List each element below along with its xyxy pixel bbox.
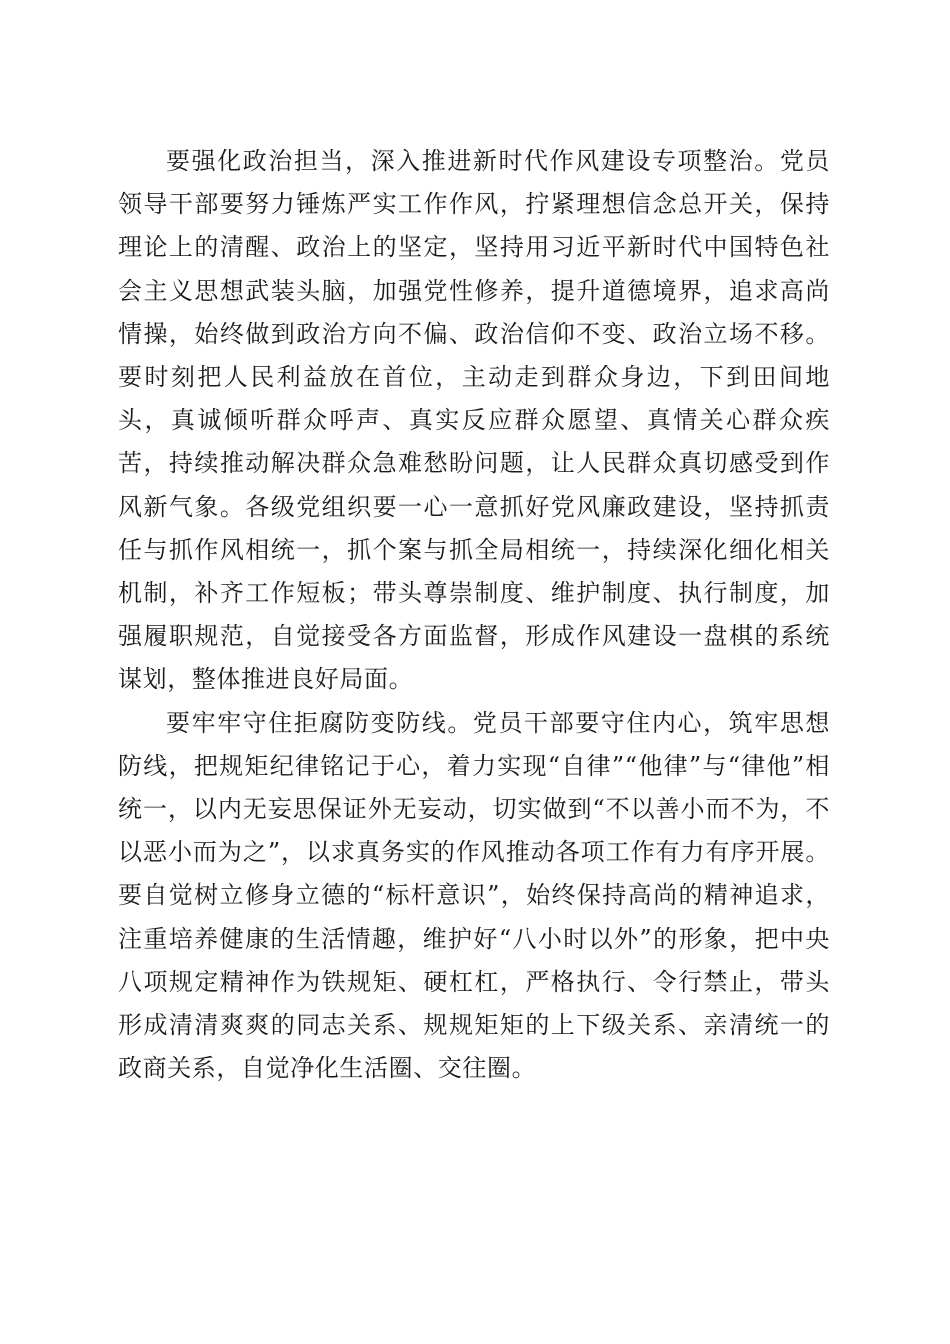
paragraph-anti-corruption: 要牢牢守住拒腐防变防线。党员干部要守住内心，筑牢思想防线，把规矩纪律铭记于心，着力实现“自律”“他律”与“律他”相统一，以内无妄思保证外无妄动，切实做到“不以善小而不为，不以恶小而为之”，以求真务实的作风推动各项工作有力有序开展。要自觉树立修身立德的“标杆意识”，始终保持高尚的精神追求，注重培养健康的生活情趣，维护好“八小时以外”的形象，把中央八项规定精神作为铁规矩、硬杠杠，严格执行、令行禁止，带头形成清清爽爽的同志关系、规规矩矩的上下级关系、亲清统一的政商关系，自觉净化生活圈、交往圈。 — [118, 708, 830, 1083]
document-body — [118, 140, 830, 1090]
paragraph-style-improvement: 要强化政治担当，深入推进新时代作风建设专项整治。党员领导干部要努力锤炼严实工作作风，拧紧理想信念总开关，保持理论上的清醒、政治上的坚定，坚持用习近平新时代中国特色社会主义思想武装头脑，加强党性修养，提升道德境界，追求高尚情操，始终做到政治方向不偏、政治信仰不变、政治立场不移。要时刻把人民利益放在首位，主动走到群众身边，下到田间地头，真诚倾听群众呼声、真实反应群众愿望、真情关心群众疾苦，持续推动解决群众急难愁盼问题，让人民群众真切感受到作风新气象。各级党组织要一心一意抓好党风廉政建设，坚持抓责任与抓作风相统一，抓个案与抓全局相统一，持续深化细化相关机制，补齐工作短板；带头尊崇制度、维护制度、执行制度，加强履职规范，自觉接受各方面监督，形成作风建设一盘棋的系统谋划，整体推进良好局面。 — [118, 147, 830, 694]
